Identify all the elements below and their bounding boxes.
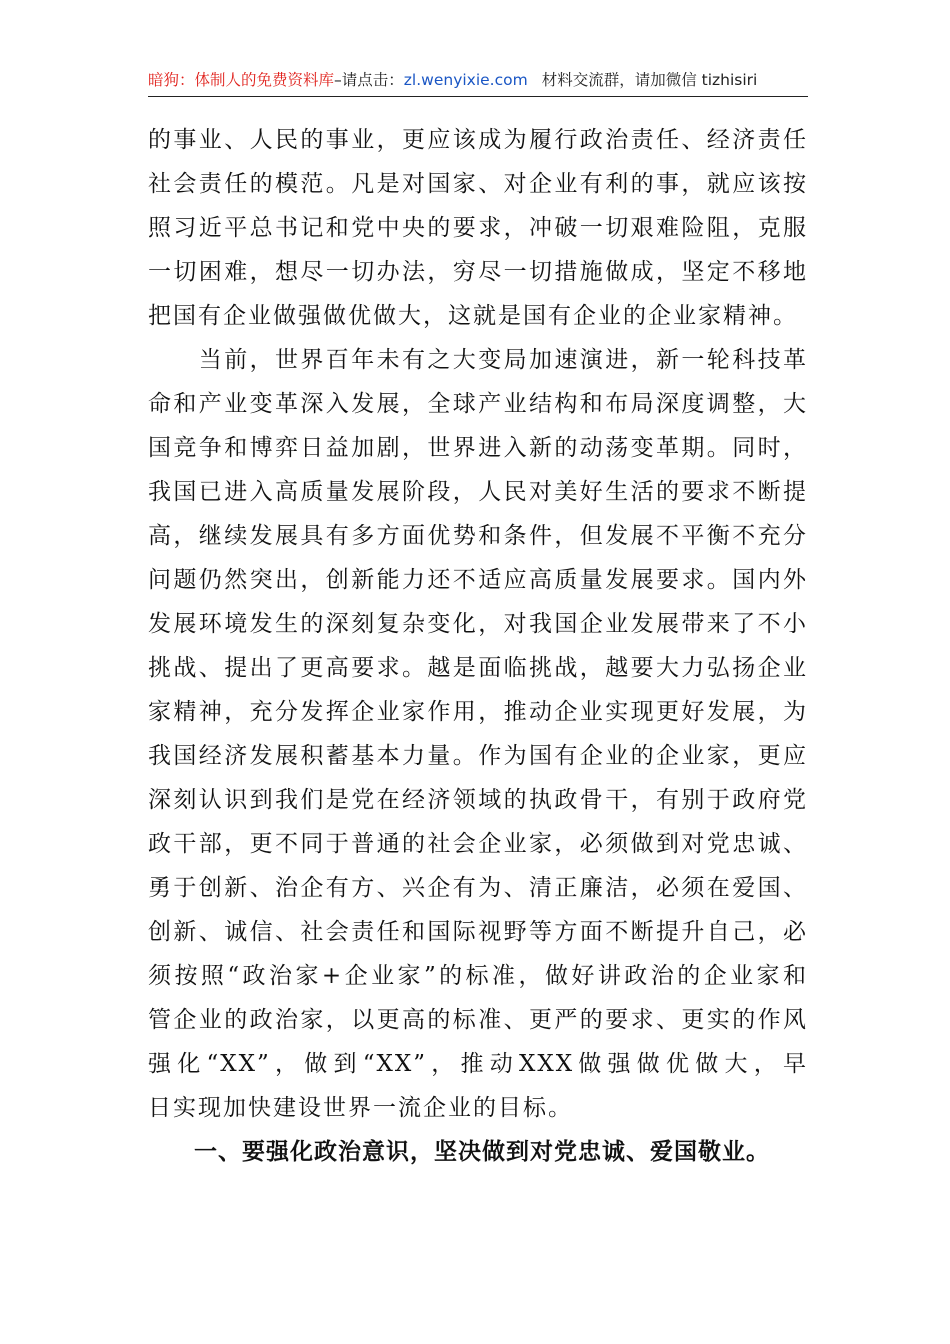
paragraph-line: 把国有企业做强做优做大，这就是国有企业的企业家精神。 [148, 303, 798, 329]
paragraph-line: 深刻认识到我们是党在经济领域的执政骨干，有别于政府党 [148, 787, 808, 813]
paragraph-line: 一切困难，想尽一切办法，穷尽一切措施做成，坚定不移地 [148, 259, 808, 285]
paragraph-line: 挑战、提出了更高要求。越是面临挑战，越要大力弘扬企业 [148, 655, 808, 681]
paragraph-line: 社会责任的模范。凡是对国家、对企业有利的事，就应该按 [148, 171, 808, 197]
paragraph-1 [148, 118, 808, 338]
paragraph-line: 发展环境发生的深刻复杂变化，对我国企业发展带来了不小 [148, 611, 808, 637]
paragraph-line: 的事业、人民的事业，更应该成为履行政治责任、经济责任 [148, 127, 808, 153]
paragraph-line: 高，继续发展具有多方面优势和条件，但发展不平衡不充分 [148, 523, 808, 549]
section-heading: 一、要强化政治意识，坚决做到对党忠诚、爱国敬业。 [194, 1139, 770, 1165]
header-brand: 暗狗：体制人的免费资料库 [148, 71, 335, 89]
page-header [148, 66, 808, 97]
paragraph-line: 管企业的政治家，以更高的标准、更严的要求、更实的作风 [148, 1007, 808, 1033]
paragraph-line: 勇于创新、治企有方、兴企有为、清正廉洁，必须在爱国、 [148, 875, 808, 901]
paragraph-line: 我国经济发展积蓄基本力量。作为国有企业的企业家，更应 [148, 743, 808, 769]
paragraph-line: 须按照“政治家+企业家”的标准，做好讲政治的企业家和 [148, 963, 808, 989]
paragraph-line: 家精神，充分发挥企业家作用，推动企业实现更好发展，为 [148, 699, 808, 725]
paragraph-line: 创新、诚信、社会责任和国际视野等方面不断提升自己，必 [148, 919, 808, 945]
paragraph-line: 强化“XX”，做到“XX”，推动XXX做强做优做大，早 [148, 1051, 808, 1077]
header-link[interactable]: zl.wenyixie.com [403, 71, 528, 89]
paragraph-line: 政干部，更不同于普通的社会企业家，必须做到对党忠诚、 [148, 831, 808, 857]
paragraph-line: 照习近平总书记和党中央的要求，冲破一切艰难险阻，克服 [148, 215, 808, 241]
paragraph-line: 命和产业变革深入发展，全球产业结构和布局深度调整，大 [148, 391, 808, 417]
header-prompt: –请点击： [334, 71, 404, 89]
header-contact: 材料交流群，请加微信 tizhisiri [541, 71, 758, 89]
paragraph-line: 问题仍然突出，创新能力还不适应高质量发展要求。国内外 [148, 567, 808, 593]
paragraph-line: 当前，世界百年未有之大变局加速演进，新一轮科技革 [148, 347, 808, 373]
paragraph-2 [148, 338, 808, 1130]
paragraph-line: 我国已进入高质量发展阶段，人民对美好生活的要求不断提 [148, 479, 808, 505]
document-body [148, 118, 808, 1174]
paragraph-line: 国竞争和博弈日益加剧，世界进入新的动荡变革期。同时， [148, 435, 808, 461]
paragraph-line: 日实现加快建设世界一流企业的目标。 [148, 1095, 573, 1121]
